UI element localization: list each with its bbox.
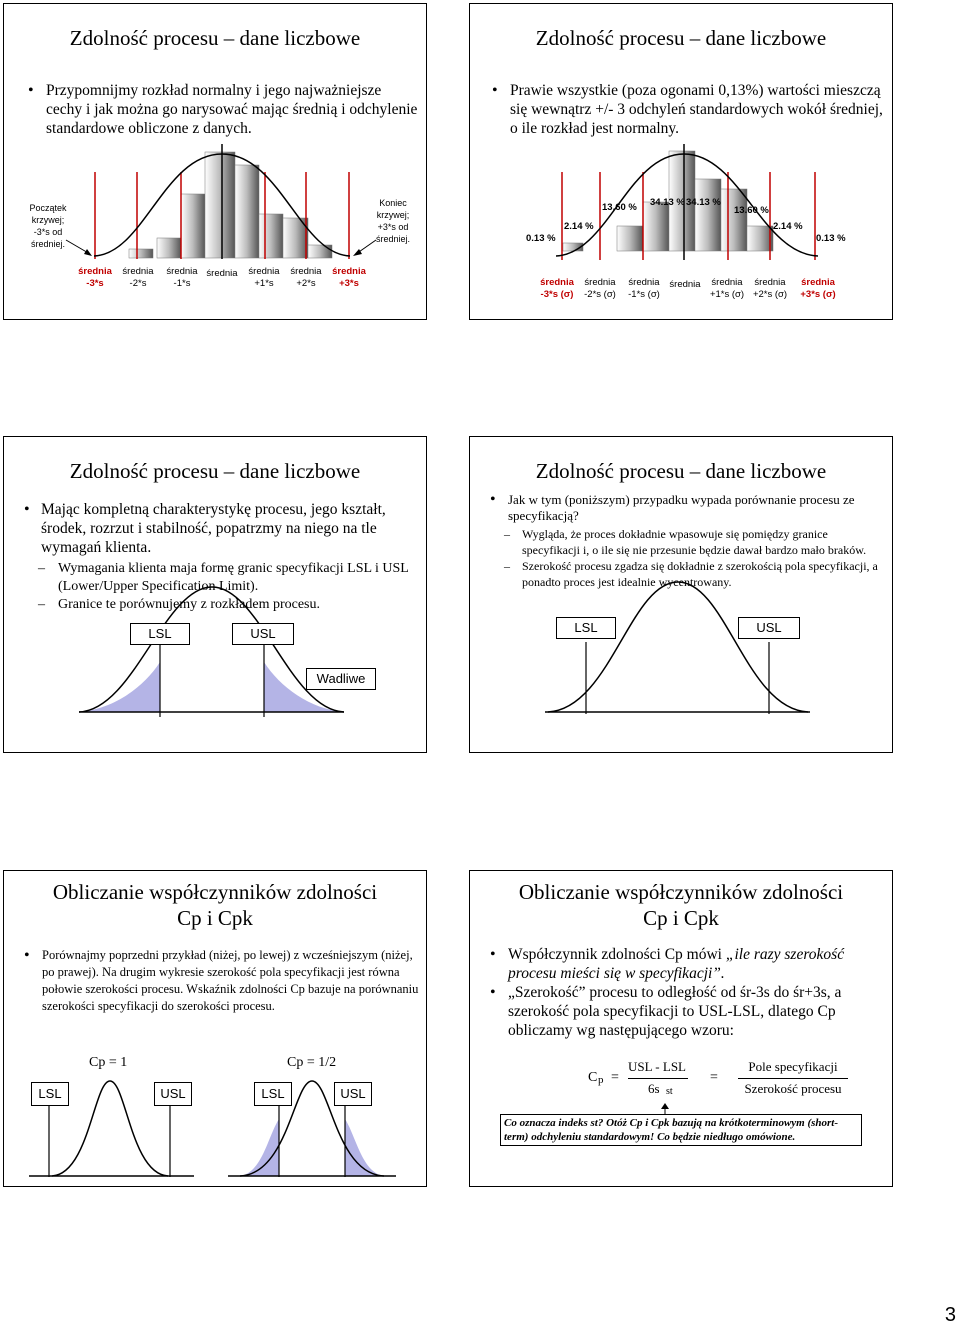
start-label: Początek krzywej; -3*s od średniej.	[29, 203, 67, 249]
bullet-text: • Jak w tym (poniższym) przypadku wypada porównanie procesu ze specyfikacją?	[490, 492, 885, 524]
histogram-bars	[129, 152, 332, 258]
sub-bullet-1: – Wymagania klienta maja formę granic specyfikacji LSL i USL (Lower/Upper Specification Limit).	[32, 560, 412, 596]
percentage-histogram	[470, 4, 894, 321]
axis-label-minus2: średnia -2*s (σ)	[584, 277, 616, 300]
defect-label: Wadliwe	[306, 668, 376, 690]
defect-area-right-2	[345, 1119, 384, 1176]
slide-title: Zdolność procesu – dane liczbowe	[535, 459, 827, 483]
slide-title: Zdolność procesu – dane liczbowe	[69, 26, 361, 50]
cp-comparison-diagram	[4, 871, 428, 1188]
pct-label: 0.13 %	[526, 233, 556, 244]
cp-formula: C p = USL - LSL 6s st = Pole specyfikacji Szerokość procesu	[588, 1059, 868, 1109]
normal-curve-1	[52, 1081, 168, 1176]
pct-label: 34.13 %	[650, 197, 685, 208]
axis-label-mean: średnia	[669, 279, 701, 290]
slide-2	[469, 3, 893, 320]
bullet-text: • Mając kompletną charakterystykę procesu, jego kształt, środek, rozrzut i stabilność, popatrzmy na niego na tle wymagań klienta.	[24, 500, 419, 557]
slide-title: Zdolność procesu – dane liczbowe	[69, 459, 361, 483]
pct-label: 0.13 %	[816, 233, 846, 244]
sub-bullet-2: – Granice te porównujemy z rozkładem procesu.	[32, 596, 412, 614]
bullet-1: • Współczynnik zdolności Cp mówi „ile razy szerokość procesu mieści się w specyfikacji”.	[490, 945, 885, 983]
axis-label-minus1: średnia -1*s (σ)	[628, 277, 660, 300]
spec-limits-diagram	[4, 437, 428, 754]
axis-label-minus2: średnia -2*s	[122, 266, 154, 289]
note-box: Co oznacza indeks st? Otóż Cp i Cpk bazują na krótkoterminowym (short-term) odchyleniu standardowym! Co będzie niedługo omówione.	[500, 1114, 862, 1146]
axis-label-plus2: średnia +2*s	[290, 266, 322, 289]
slide-title: Zdolność procesu – dane liczbowe	[535, 26, 827, 50]
axis-label-minus3: średnia -3*s	[78, 266, 112, 289]
pct-label: 34.13 %	[686, 197, 721, 208]
axis-label-minus1: średnia -1*s	[166, 266, 198, 289]
axis-label-minus3: średnia -3*s (σ)	[540, 277, 574, 300]
defect-area-left-2	[240, 1119, 279, 1176]
end-label: Koniec krzywej; +3*s od średniej.	[375, 198, 411, 244]
axis-label-plus3: średnia +3*s	[332, 266, 366, 289]
lsl-label-1: LSL	[31, 1082, 69, 1106]
spec-limits-diagram	[470, 437, 894, 754]
axis-label-mean: średnia	[206, 268, 238, 279]
slide-title: Obliczanie współczynników zdolności Cp i Cpk	[518, 880, 844, 930]
pct-label: 13.60 %	[602, 202, 637, 213]
slide-4	[469, 436, 893, 753]
cp1-label: Cp = 1	[89, 1055, 128, 1070]
pct-label: 2.14 %	[564, 221, 594, 232]
pct-label: 2.14 %	[773, 221, 803, 232]
slide-5	[3, 870, 427, 1187]
usl-label-2: USL	[334, 1082, 372, 1106]
slide-6	[469, 870, 893, 1187]
sub-bullet-1: – Wygląda, że proces dokładnie wpasowuje się pomiędzy granice specyfikacji i, o ile się nie przesunie będzie dawał bardzo mało braków.	[500, 526, 885, 558]
slide-1	[3, 3, 427, 320]
pct-label: 13.60 %	[734, 205, 769, 216]
usl-label: USL	[738, 617, 800, 639]
axis-label-plus3: średnia +3*s (σ)	[800, 277, 836, 300]
page-number: 3	[944, 1304, 956, 1326]
slide-3	[3, 436, 427, 753]
axis-label-plus1: średnia +1*s (σ)	[709, 277, 745, 300]
lsl-label: LSL	[556, 617, 616, 639]
bullet-text: • Prawie wszystkie (poza ogonami 0,13%) wartości mieszczą się wewnątrz +/- 3 odchyleń standardowych wokół średniej, o ile rozkład jest normalny.	[492, 81, 887, 138]
cp2-label: Cp = 1/2	[287, 1055, 337, 1070]
slide-title: Obliczanie współczynników zdolności Cp i Cpk	[52, 880, 378, 930]
bullet-2: • „Szerokość” procesu to odległość od śr-3s do śr+3s, a szerokość pola specyfikacji to USL-LSL, dlatego Cp obliczamy wg następującego wzoru:	[490, 983, 885, 1040]
usl-label: USL	[232, 623, 294, 645]
lsl-label: LSL	[130, 623, 190, 645]
axis-label-plus1: średnia +1*s	[248, 266, 280, 289]
lsl-label-2: LSL	[254, 1082, 292, 1106]
sub-bullet-2: – Szerokość procesu zgadza się dokładnie z szerokością pola specyfikacji, a ponadto proces jest idealnie wycentrowany.	[500, 558, 885, 590]
axis-label-plus2: średnia +2*s (σ)	[752, 277, 788, 300]
usl-label-1: USL	[154, 1082, 192, 1106]
bullet-text: • Porównajmy poprzedni przykład (niżej, po lewej) z wcześniejszym (niżej, po prawej). Na drugim wykresie szerokość pola specyfikacji jest równa połowie szerokości procesu. Wskaźnik zdolności Cp bazuje na porównaniu szerokości specyfikacji do szerokości procesu.	[24, 947, 419, 1015]
bullet-text: • Przypomnijmy rozkład normalny i jego najważniejsze cechy i jak można go narysować mając średnią i odchylenie standardowe obliczone z danych.	[28, 81, 418, 138]
normal-curve	[79, 587, 344, 712]
